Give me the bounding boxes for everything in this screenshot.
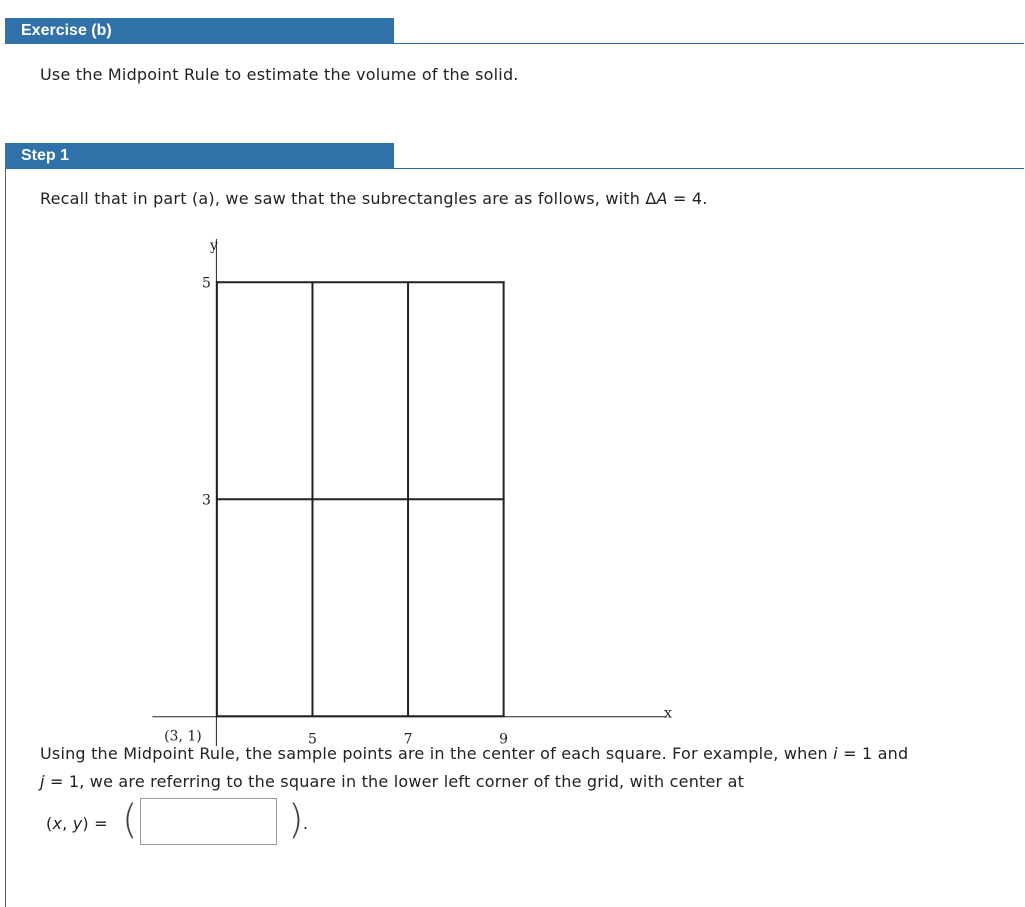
recall-before: Recall that in part (a), we saw that the subrectangles are as follows, with [40, 189, 646, 208]
answer-period: . [303, 814, 309, 833]
subrectangle-grid-chart [150, 228, 690, 748]
label-layer [164, 238, 672, 747]
answer-close-paren: ) [288, 797, 304, 843]
delta-symbol: Δ [645, 189, 657, 208]
var-j: j [40, 772, 45, 791]
xy-comma: , [62, 814, 73, 833]
answer-open-paren: ( [122, 797, 138, 843]
para1-b: = 1 and [837, 744, 909, 763]
exercise-header [5, 18, 1024, 44]
recall-after: = 4. [667, 189, 708, 208]
x-tick-label: 9 [499, 731, 509, 748]
grid-layer [152, 239, 666, 746]
xy-var-x: x [52, 814, 63, 833]
origin-label: (3, 1) [164, 728, 202, 745]
center-point-input[interactable] [140, 798, 277, 845]
step1-header-label: Step 1 [5, 143, 394, 169]
midpoint-explanation-line2 [40, 772, 744, 791]
xy-var-y: y [72, 814, 83, 833]
x-tick-label: 5 [308, 731, 317, 748]
step1-header [5, 143, 1024, 169]
exercise-header-label: Exercise (b) [5, 18, 394, 44]
exercise-prompt: Use the Midpoint Rule to estimate the volume of the solid. [40, 65, 519, 84]
para2: = 1, we are referring to the square in the lower left corner of the grid, with center at [44, 772, 745, 791]
var-i: i [833, 744, 838, 763]
area-variable: A [656, 189, 668, 208]
xy-open-paren: ( [46, 814, 53, 833]
x-axis-label: x [664, 705, 672, 722]
midpoint-explanation-line1 [40, 744, 908, 763]
recall-sentence [40, 189, 708, 208]
xy-close-equals: ) = [82, 814, 108, 833]
y-tick-label: 3 [201, 492, 211, 509]
x-tick-label: 7 [403, 731, 413, 748]
y-tick-label: 5 [201, 275, 211, 292]
xy-label [46, 814, 108, 833]
para1-a: Using the Midpoint Rule, the sample points are in the center of each square. For example, when [40, 744, 834, 763]
y-axis-label: y [209, 238, 218, 254]
